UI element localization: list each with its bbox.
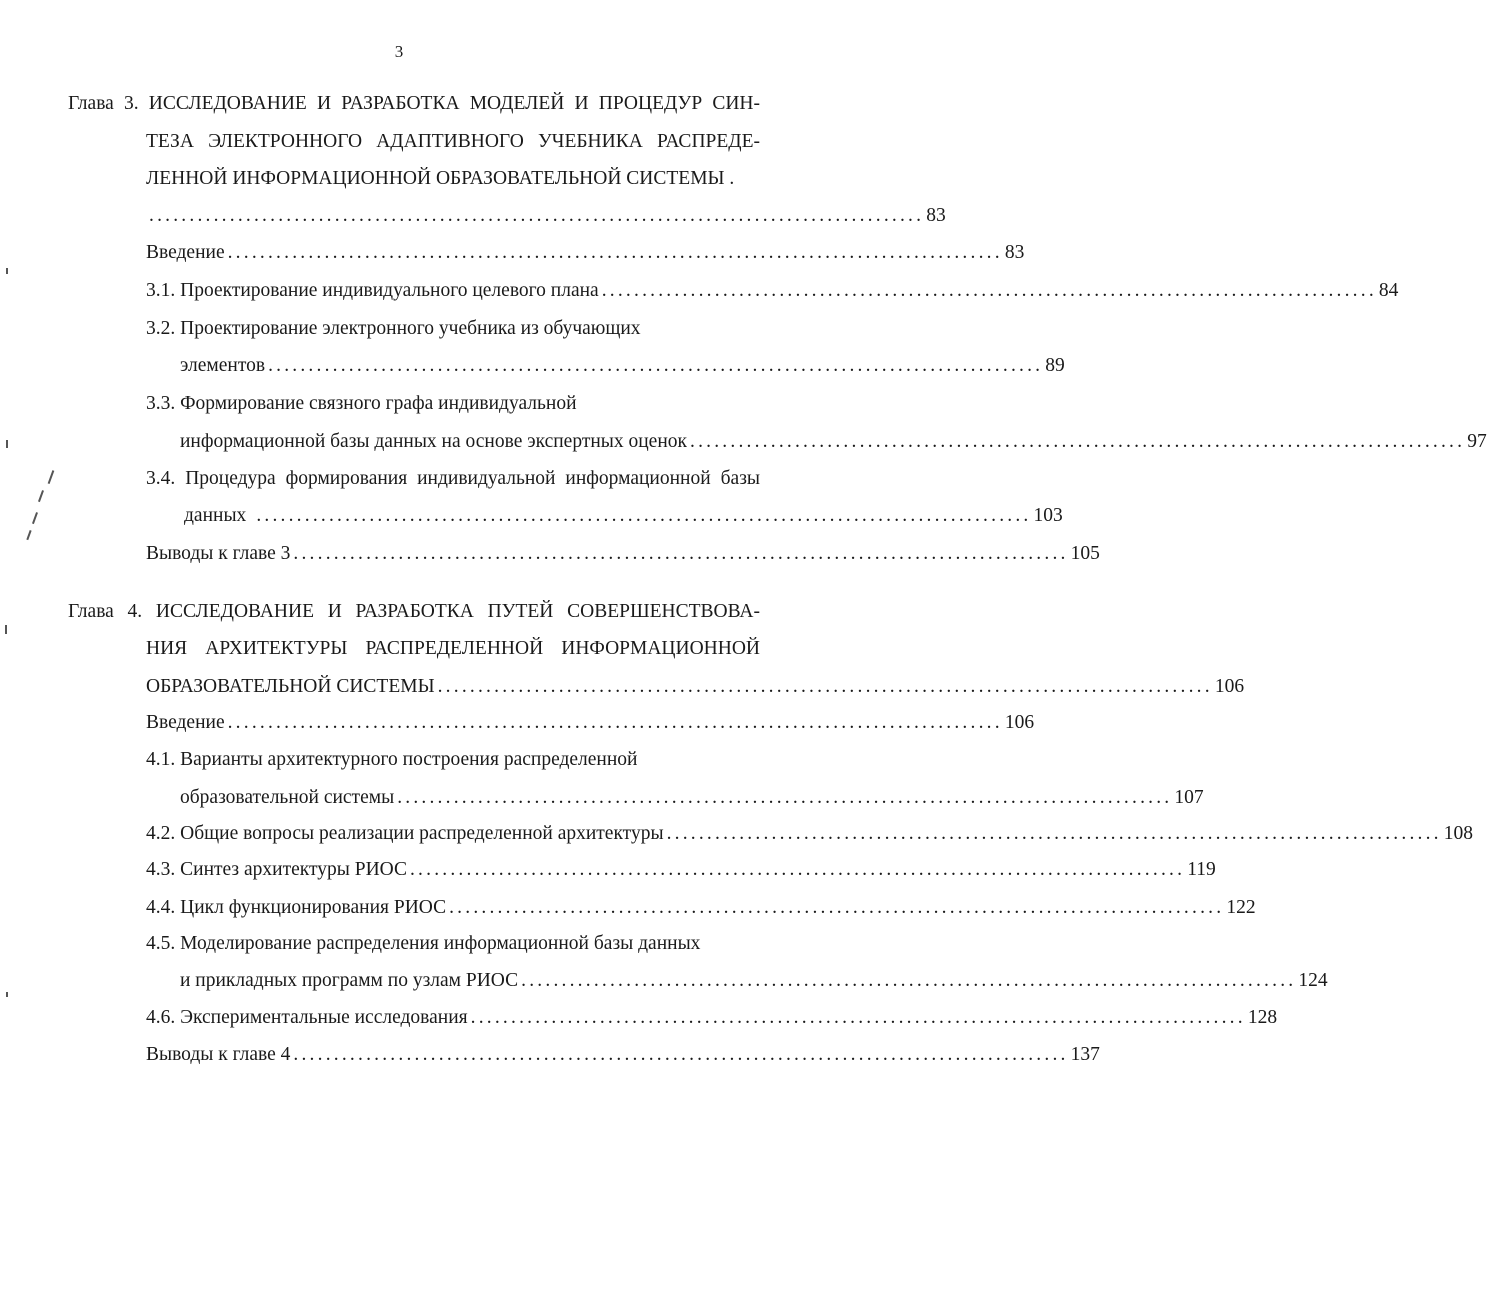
page-number: 3 [394,42,404,61]
toc-entry[interactable] [146,241,1025,265]
scan-mark [6,992,8,997]
dot-leader: ................................................................................................ [449,897,1225,918]
toc-entry-label: информационной базы данных на основе экспертных оценок [180,431,687,452]
toc-page-number: 124 [1298,970,1328,991]
toc-entry-label: 4.6. Экспериментальные исследования [146,1007,468,1028]
scan-mark [38,490,44,502]
toc-page-number: 105 [1070,543,1100,564]
toc-entry-label: 3.2. Проектирование электронного учебника из обучающих [146,318,641,339]
dot-leader: ................................................................................................ [601,280,1377,301]
toc-entry[interactable] [146,675,1245,699]
toc-page-number: 83 [1004,242,1025,263]
toc-page-number: 97 [1467,431,1487,452]
scan-mark [32,512,38,524]
toc-page-number: 108 [1443,823,1474,844]
toc-page-number: 137 [1070,1044,1100,1065]
toc-entry-label: Выводы к главе 3 [146,543,291,564]
toc-page-number: 106 [1214,676,1245,697]
chapter3-heading-line: Глава 3. ИССЛЕДОВАНИЕ И РАЗРАБОТКА МОДЕЛЕЙ И ПРОЦЕДУР СИН- [68,93,760,114]
scan-mark [26,530,31,540]
toc-entry[interactable] [146,204,946,228]
toc-entry-label: и прикладных программ по узлам РИОС [180,970,519,991]
toc-page-number: 119 [1187,859,1216,880]
toc-page-number: 107 [1174,787,1204,808]
toc-entry-label: образовательной системы [180,787,395,808]
toc-page-number: 103 [1033,505,1063,526]
toc-entry-label: 3.4. Процедура формирования индивидуальной информационной базы [146,468,760,489]
toc-page-number: 84 [1378,280,1399,301]
scan-mark [5,625,7,634]
toc-entry-label: данных [184,505,247,526]
chapter4-heading-line: НИЯ АРХИТЕКТУРЫ РАСПРЕДЕЛЕННОЙ ИНФОРМАЦИОННОЙ [146,638,760,659]
dot-leader: ................................................................................................ [149,205,925,226]
toc-entry[interactable] [146,1043,1100,1067]
toc-entry-label: 3.3. Формирование связного графа индивидуальной [146,393,577,414]
toc-entry[interactable] [180,430,1487,454]
toc-page-number: 89 [1045,355,1065,376]
dot-leader: ................................................................................................ [268,355,1044,376]
toc-entry[interactable] [184,504,1063,528]
dot-leader: ................................................................................................ [409,859,1186,880]
toc-page-number: 83 [926,205,946,226]
chapter4-heading-line: Глава 4. ИССЛЕДОВАНИЕ И РАЗРАБОТКА ПУТЕЙ СОВЕРШЕНСТВОВА- [68,601,760,622]
dot-leader: ................................................................................................ [470,1007,1246,1028]
toc-entry[interactable] [146,711,1035,735]
toc-entry[interactable] [180,969,1328,993]
toc-page-number: 122 [1226,897,1256,918]
toc-entry-label: 4.4. Цикл функционирования РИОС [146,897,447,918]
toc-entry-label: 3.1. Проектирование индивидуального целевого плана [146,280,599,301]
toc-entry[interactable] [146,896,1256,920]
toc-page-number: 106 [1004,712,1035,733]
dot-leader: ................................................................................................ [666,823,1442,844]
dot-leader: ................................................................................................ [521,970,1297,991]
toc-entry[interactable] [146,858,1216,882]
dot-leader: ................................................................................................ [256,505,1032,526]
toc-entry[interactable] [146,279,1399,303]
toc-entry[interactable] [146,542,1100,566]
toc-entry-label: Введение [146,712,225,733]
toc-entry-label: элементов [180,355,266,376]
dot-leader: ................................................................................................ [690,431,1466,452]
scan-mark [6,440,8,448]
dot-leader: ................................................................................................ [293,543,1069,564]
toc-entry-label: 4.2. Общие вопросы реализации распределенной архитектуры [146,823,664,844]
toc-entry-label: 4.3. Синтез архитектуры РИОС [146,859,407,880]
chapter3-heading-line: ТЕЗА ЭЛЕКТРОННОГО АДАПТИВНОГО УЧЕБНИКА РАСПРЕДЕ- [146,131,760,152]
dot-leader: ................................................................................................ [397,787,1173,808]
dot-leader: ................................................................................................ [227,242,1003,263]
dot-leader: ................................................................................................ [437,676,1213,697]
chapter3-heading-line: ЛЕННОЙ ИНФОРМАЦИОННОЙ ОБРАЗОВАТЕЛЬНОЙ СИСТЕМЫ . [146,168,735,189]
toc-entry[interactable] [180,786,1204,810]
toc-entry[interactable] [146,822,1474,846]
toc-entry-label: 4.1. Варианты архитектурного построения распределенной [146,749,638,770]
toc-entry-label: 4.5. Моделирование распределения информационной базы данных [146,933,701,954]
toc-entry-label: Выводы к главе 4 [146,1044,291,1065]
scan-mark [48,470,54,484]
toc-page-number: 128 [1247,1007,1278,1028]
dot-leader: ................................................................................................ [293,1044,1069,1065]
toc-entry-label: Введение [146,242,225,263]
toc-entry[interactable] [146,1006,1278,1030]
dot-leader: ................................................................................................ [227,712,1003,733]
toc-entry[interactable] [180,354,1065,378]
chapter4-heading-line: ОБРАЗОВАТЕЛЬНОЙ СИСТЕМЫ [146,676,435,697]
scan-mark [6,268,8,274]
